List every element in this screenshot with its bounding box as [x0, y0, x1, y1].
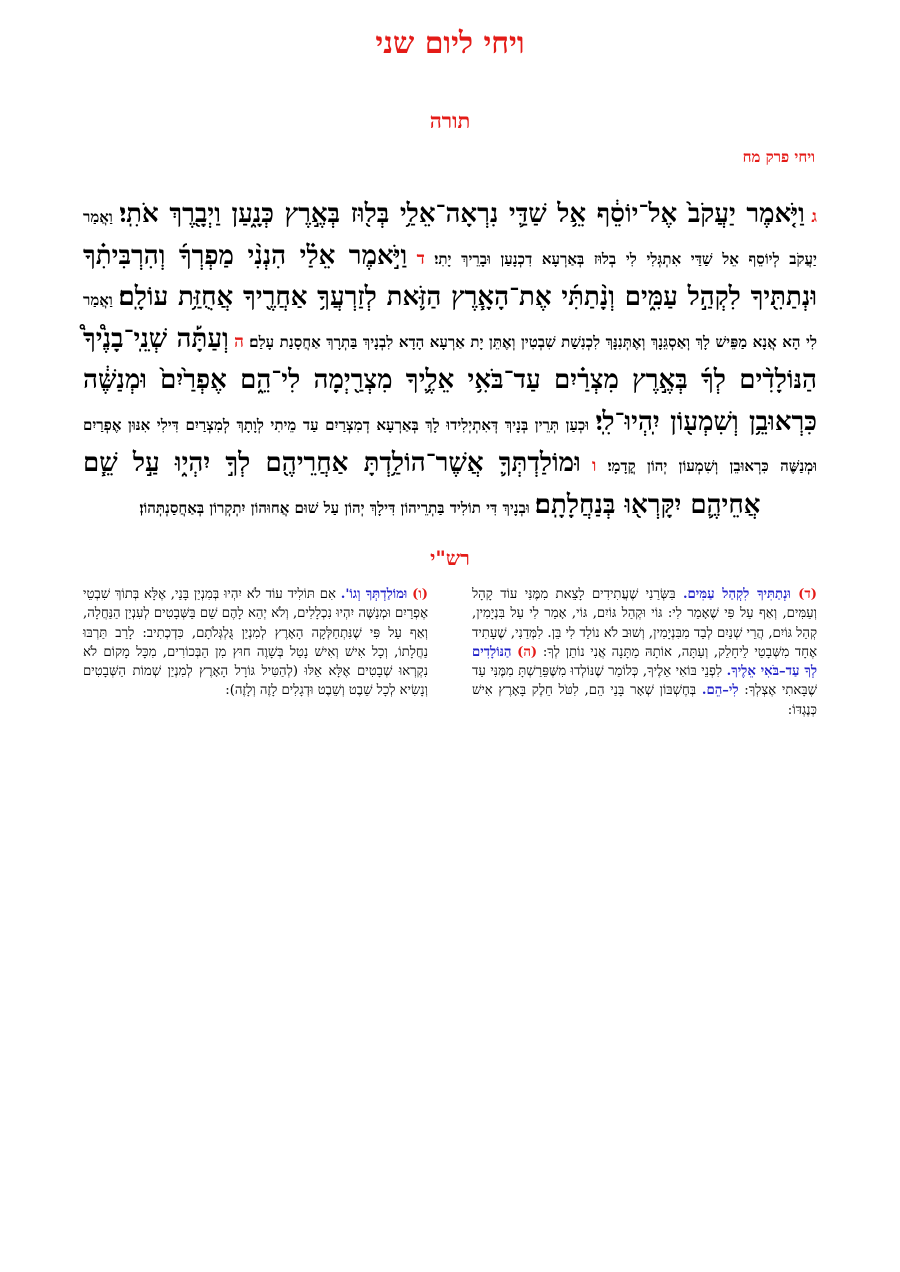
verse-text: וַיֹּ֤אמֶר יַעֲקֹב֙ אֶל־יוֹסֵ֔ף אֵ֥ל שַׁדַּ֛י נִרְאָה־אֵלַ֥י בְּל֖וּז בְּאֶ֣רֶץ כְּנָ֑עַן וַיְבָ֖רֶךְ אֹתִֽי׃: [119, 199, 805, 229]
rashi-column-right: [472, 585, 817, 720]
onkelos-text: וּבְנָיךְ דִּי תוֹלִיד בַּתְרֵיהוֹן דִּילָךְ יְהוֹן עַל שׁוּם אֲחוּהוֹן יִתְקְרוֹן בְּאַחֲסַנְתְּהוֹן׃: [139, 498, 530, 517]
rashi-comment: בְּחֶשְׁבּוֹן שְׁאָר בָּנַי הֵם, לִטֹּל חֵלֶק בָּאָרֶץ אִישׁ כְּנֶגְדּוֹ:: [472, 683, 817, 718]
rashi-heading: רש"י: [430, 546, 470, 570]
verse-text: וְעַתָּ֡ה שְׁנֵֽי־בָנֶ֩יךָ֩ הַנּוֹלָדִ֨ים לְךָ֜ בְּאֶ֣רֶץ מִצְרַ֗יִם עַד־בֹּאִ֥י אֵלֶ֛יךָ מִצְרַ֖יְמָה לִי־הֵ֑ם אֶפְרַ֙יִם֙ וּמְנַשֶּׁ֔ה כִּרְאוּבֵ֥ן וְשִׁמְע֖וֹן יִֽהְיוּ־לִֽי׃: [83, 323, 818, 437]
onkelos-text: וּכְעַן תְּרֵין בְּנָיךְ דְּאִתְיְלִידוּ לָךְ בְּאַרְעָא דְמִצְרַיִם עַד מֵיתִי לְוָתָךְ לְמִצְרַיִם דִּילִי אִנּוּן אֶפְרַיִם וּמְנַשֶּׁה כִּרְאוּבֵן וְשִׁמְעוֹן יְהוֹן קֳדָמָי׃: [83, 415, 817, 475]
rashi-dibur-hamatchil: וּמוֹלַדְתְּךָ וְגוֹ'.: [340, 587, 408, 602]
rashi-dibur-hamatchil: וּנְתַתִּיךָ לִקְהַל עַמִּים.: [682, 587, 791, 602]
rashi-comment: בִּשְּׂרַנִי שֶׁעֲתִידִים לָצֵאת מִמֶּנִּי עוֹד קָהָל וְעַמִּים, וְאַף עַל פִּי שֶׁאָמַר לִי: גּוֹי וּקְהַל גּוֹיִם, גּוֹי, אָמַר לִי עַל בִּנְיָמִין, קְהַל גּוֹיִם, הֲרֵי שְׁנַיִם לְבַד מִבִּנְיָמִין, וְשׁוּב לֹא נוֹלַד לִי בֵּן. לִמְּדַנִי, שֶׁעָתִיד אֶחָד מִשְּׁבָטַי לֵיחָלֵק, וְעַתָּה, אוֹתָהּ מַתָּנָה אֲנִי נוֹתֵן לְךָ:: [472, 587, 817, 660]
rashi-verse-number: (ו): [412, 587, 428, 602]
verse-number: ד: [416, 248, 425, 269]
verse-number: ה: [234, 331, 244, 352]
rashi-verse-number: (ד): [798, 587, 817, 602]
rashi-verse-number: (ה): [517, 644, 538, 660]
verse-number: ג: [811, 207, 817, 227]
rashi-dibur-hamatchil: לִי–הֵם.: [701, 683, 739, 699]
rashi-comment: אִם תּוֹלִיד עוֹד לֹא יִהְיוּ בְּמִנְיַן בָּנַי, אֶלָּא בְּתוֹךְ שִׁבְטֵי אֶפְרַיִם וּמְנַשֶּׁה יִהְיוּ נִכְלָלִים, וְלֹא יְהֵא לָהֶם שֵׁם בַּשְּׁבָטִים לְעִנְיַן הַנַּחֲלָה, וְאַף עַל פִּי שֶׁנִּתְחַלְּקָה הָאָרֶץ לְמִנְיַן גֻּלְגְּלֹתָם, כִּדְכְתִיב: לָרַב תַּרְבּוּ נַחֲלָתוֹ, וְכָל אִישׁ וְאִישׁ נָטַל בְּשָׁוֶה חוּץ מִן הַבְּכוֹרִים, מִכָּל מָקוֹם לֹא נִקְרְאוּ שְׁבָטִים אֶלָּא אֵלּוּ (לְהַטִּיל גּוֹרָל הָאָרֶץ לְמִנְיַן שְׁמוֹת הַשְּׁבָטִים וְנָשִׂיא לְכָל שֵׁבֶט וְשֵׁבֶט וּדְגָלִים לָזֶה וְלָזֶה):: [83, 587, 428, 699]
verse-text: וַיֹּ֣אמֶר אֵלַ֗י הִנְנִ֨י מַפְרְךָ֜ וְהִרְבִּיתִ֗ךָ וּנְתַתִּ֖יךָ לִקְהַ֣ל עַמִּ֑ים וְנָ֨תַתִּ֜י אֶת־הָאָ֧רֶץ הַזֹּ֛את לְזַרְעֲךָ֥ אַחֲרֶ֖יךָ אֲחֻזַּ֥ת עוֹלָֽם׃: [83, 240, 817, 312]
rashi-comment: לִפְנֵי בּוֹאִי אֵלֶיךָ, כְּלוֹמַר שֶׁנּוֹלְדוּ מִשֶּׁפֵּרַשְׁתָּ מִמֶּנִּי עַד שֶׁבָּאתִי אֶצְלְךָ:: [472, 664, 817, 699]
rashi-column-left: [83, 585, 428, 701]
torah-text: [83, 195, 817, 527]
onkelos-text: וַאֲמַר יַעֲקֹב לְיוֹסֵף אֵל שַׁדַּי אִתְגְּלִי לִי בְלוּז בְּאַרְעָא דִכְנָעַן וּבָרֵיךְ יָתִי׃: [83, 208, 817, 268]
verse-text: וּמוֹלַדְתְּךָ֛ אֲשֶׁר־הוֹלַ֥דְתָּ אַחֲרֵיהֶ֖ם לְךָ֣ יִהְי֑וּ עַ֣ל שֵׁ֧ם אֲחֵיהֶ֛ם יִקָּרְא֖וּ בְּנַחֲלָתָֽם׃: [83, 448, 761, 520]
page-title: ויחי ליום שני: [375, 26, 525, 61]
verse-number: ו: [592, 456, 597, 476]
section-heading: תורה: [429, 108, 471, 133]
rashi-dibur-hamatchil: הַנּוֹלָדִים לְךָ עַד–בֹּאִי אֵלֶיךָ.: [472, 644, 817, 680]
onkelos-text: וַאֲמַר לִי הָא אֲנָא מַפֵּישׁ לָךְ וְאַסְגֵּנָךְ וְאֶתְּנִנָּךְ לִכְנִשַׁת שִׁבְטִין וְאֶתֵּן יָת אַרְעָא הָדָא לִבְנָיךְ בַּתְרָךְ אַחֲסָנַת עָלַם׃: [83, 291, 818, 351]
chapter-heading: ויחי פרק מח: [742, 148, 815, 166]
